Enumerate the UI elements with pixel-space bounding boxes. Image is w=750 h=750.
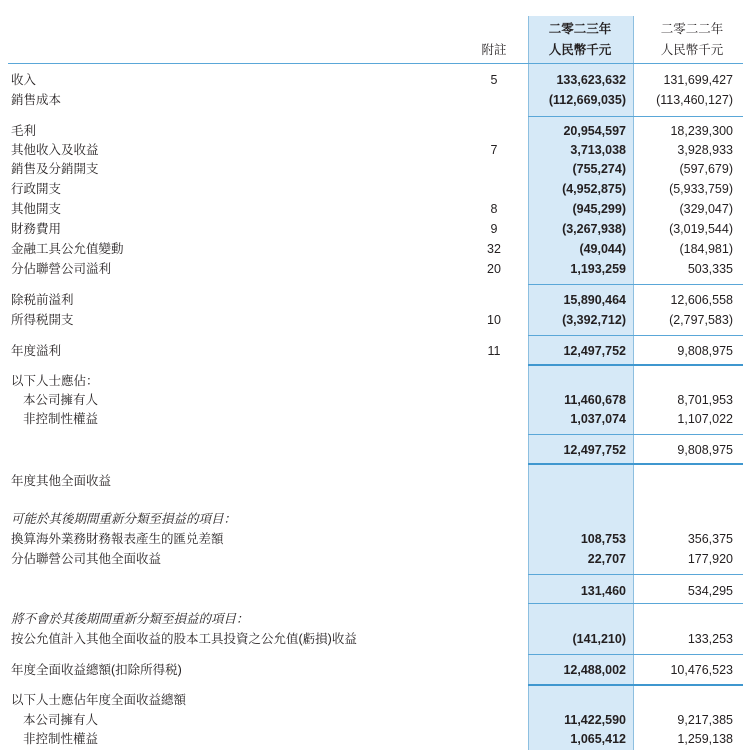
value-2022: 503,335 xyxy=(687,262,733,276)
subtotal-rule xyxy=(528,574,743,575)
subtotal-rule xyxy=(528,654,743,655)
value-2023: 12,497,752 xyxy=(563,344,626,358)
total-rule xyxy=(528,463,743,465)
value-2022: 131,699,427 xyxy=(663,73,733,87)
row-label: 分佔聯營公司其他全面收益 xyxy=(11,552,162,566)
value-2023: (755,274) xyxy=(572,162,626,176)
value-2023: (4,952,875) xyxy=(562,182,626,196)
statement-row xyxy=(0,610,750,628)
statement-row xyxy=(0,342,750,360)
row-label: 本公司擁有人 xyxy=(23,393,99,407)
row-note: 7 xyxy=(490,143,498,157)
statement-row xyxy=(0,472,750,490)
value-2022: 356,375 xyxy=(687,532,733,546)
value-2022: 534,295 xyxy=(687,584,733,598)
statement-row xyxy=(0,311,750,329)
col-2023-unit-header: 人民幣千元 xyxy=(548,43,612,57)
row-label: 銷售及分銷開支 xyxy=(11,162,99,176)
row-note: 9 xyxy=(490,222,498,236)
value-2022: 8,701,953 xyxy=(677,393,733,407)
row-label: 按公允值計入其他全面收益的股本工具投資之公允值(虧損)收益 xyxy=(11,632,357,646)
note-column-header: 附註 xyxy=(481,43,507,57)
row-label: 將不會於其後期間重新分類至損益的項目： xyxy=(11,612,249,626)
row-label: 其他收入及收益 xyxy=(11,143,99,157)
row-label: 以下人士應佔年度全面收益總額 xyxy=(11,693,187,707)
row-label: 所得税開支 xyxy=(11,313,74,327)
value-2023: 1,065,412 xyxy=(570,732,626,746)
value-2023: 11,422,590 xyxy=(564,713,626,727)
value-2022: (2,797,583) xyxy=(669,313,733,327)
statement-row xyxy=(0,441,750,459)
value-2023: 15,890,464 xyxy=(563,293,626,307)
value-2023: 131,460 xyxy=(580,584,626,598)
row-label: 銷售成本 xyxy=(11,93,62,107)
value-2023: 12,497,752 xyxy=(563,443,626,457)
row-label: 分佔聯營公司溢利 xyxy=(11,262,112,276)
value-2022: 9,808,975 xyxy=(677,443,733,457)
value-2023: (3,267,938) xyxy=(562,222,626,236)
statement-row xyxy=(0,220,750,238)
row-label: 非控制性權益 xyxy=(23,732,99,746)
value-2023: (141,210) xyxy=(572,632,626,646)
statement-row xyxy=(0,630,750,648)
row-label: 年度溢利 xyxy=(11,344,62,358)
statement-row xyxy=(0,200,750,218)
statement-row xyxy=(0,240,750,258)
row-note: 8 xyxy=(490,202,498,216)
statement-row xyxy=(0,71,750,89)
value-2023: (49,044) xyxy=(579,242,626,256)
subtotal-rule xyxy=(528,116,743,117)
statement-row xyxy=(0,372,750,390)
value-2022: 9,808,975 xyxy=(677,344,733,358)
statement-row xyxy=(0,122,750,140)
row-label: 換算海外業務財務報表產生的匯兑差額 xyxy=(11,532,224,546)
row-label: 毛利 xyxy=(11,124,37,138)
row-note: 5 xyxy=(490,73,498,87)
value-2022: (5,933,759) xyxy=(669,182,733,196)
row-label: 本公司擁有人 xyxy=(23,713,99,727)
row-label: 除税前溢利 xyxy=(11,293,74,307)
row-label: 可能於其後期間重新分類至損益的項目： xyxy=(11,512,237,526)
value-2022: (597,679) xyxy=(679,162,733,176)
statement-row xyxy=(0,91,750,109)
statement-row xyxy=(0,410,750,428)
statement-row xyxy=(0,550,750,568)
total-rule xyxy=(528,684,743,686)
statement-row xyxy=(0,711,750,729)
value-2023: 20,954,597 xyxy=(563,124,626,138)
value-2023: (112,669,035) xyxy=(548,93,626,107)
row-label: 行政開支 xyxy=(11,182,62,196)
statement-row xyxy=(0,160,750,178)
subtotal-rule xyxy=(528,603,743,604)
value-2023: 133,623,632 xyxy=(556,73,626,87)
row-label: 金融工具公允值變動 xyxy=(11,242,124,256)
row-note: 20 xyxy=(487,262,501,276)
row-label: 年度全面收益總額(扣除所得税) xyxy=(11,663,182,677)
header-rule xyxy=(8,63,743,64)
value-2023: 108,753 xyxy=(580,532,626,546)
value-2022: (113,460,127) xyxy=(656,93,733,107)
row-label: 年度其他全面收益 xyxy=(11,474,112,488)
value-2022: (184,981) xyxy=(679,242,733,256)
value-2022: 1,107,022 xyxy=(677,412,733,426)
col-2023-year-header: 二零二三年 xyxy=(548,22,612,36)
subtotal-rule xyxy=(528,284,743,285)
row-label: 收入 xyxy=(11,73,37,87)
subtotal-rule xyxy=(528,434,743,435)
value-2022: 10,476,523 xyxy=(670,663,733,677)
value-2023: 12,488,002 xyxy=(563,663,626,677)
statement-row xyxy=(0,661,750,679)
value-2023: 22,707 xyxy=(587,552,626,566)
value-2023: 1,193,259 xyxy=(570,262,626,276)
value-2022: 9,217,385 xyxy=(677,713,733,727)
value-2023: (945,299) xyxy=(572,202,626,216)
row-label: 非控制性權益 xyxy=(23,412,99,426)
value-2022: 3,928,933 xyxy=(677,143,733,157)
row-label: 財務費用 xyxy=(11,222,62,236)
statement-row xyxy=(0,510,750,528)
value-2023: 11,460,678 xyxy=(564,393,626,407)
value-2022: 177,920 xyxy=(687,552,733,566)
row-note: 10 xyxy=(487,313,501,327)
value-2023: (3,392,712) xyxy=(562,313,626,327)
statement-row xyxy=(0,730,750,748)
statement-row xyxy=(0,391,750,409)
row-note: 11 xyxy=(487,344,501,358)
value-2022: 18,239,300 xyxy=(670,124,733,138)
value-2022: 12,606,558 xyxy=(670,293,733,307)
value-2022: (3,019,544) xyxy=(669,222,733,236)
value-2022: 1,259,138 xyxy=(677,732,733,746)
statement-row xyxy=(0,582,750,600)
statement-row xyxy=(0,141,750,159)
value-2023: 1,037,074 xyxy=(570,412,626,426)
value-2022: (329,047) xyxy=(679,202,733,216)
total-rule xyxy=(528,364,743,366)
value-2023: 3,713,038 xyxy=(570,143,626,157)
statement-row xyxy=(0,180,750,198)
row-label: 其他開支 xyxy=(11,202,62,216)
col-2022-unit-header: 人民幣千元 xyxy=(660,43,724,57)
subtotal-rule xyxy=(528,335,743,336)
row-label: 以下人士應佔： xyxy=(11,374,99,388)
col-2022-year-header: 二零二二年 xyxy=(660,22,724,36)
statement-row xyxy=(0,691,750,709)
statement-row xyxy=(0,291,750,309)
row-note: 32 xyxy=(487,242,501,256)
statement-row xyxy=(0,260,750,278)
statement-row xyxy=(0,530,750,548)
value-2022: 133,253 xyxy=(687,632,733,646)
